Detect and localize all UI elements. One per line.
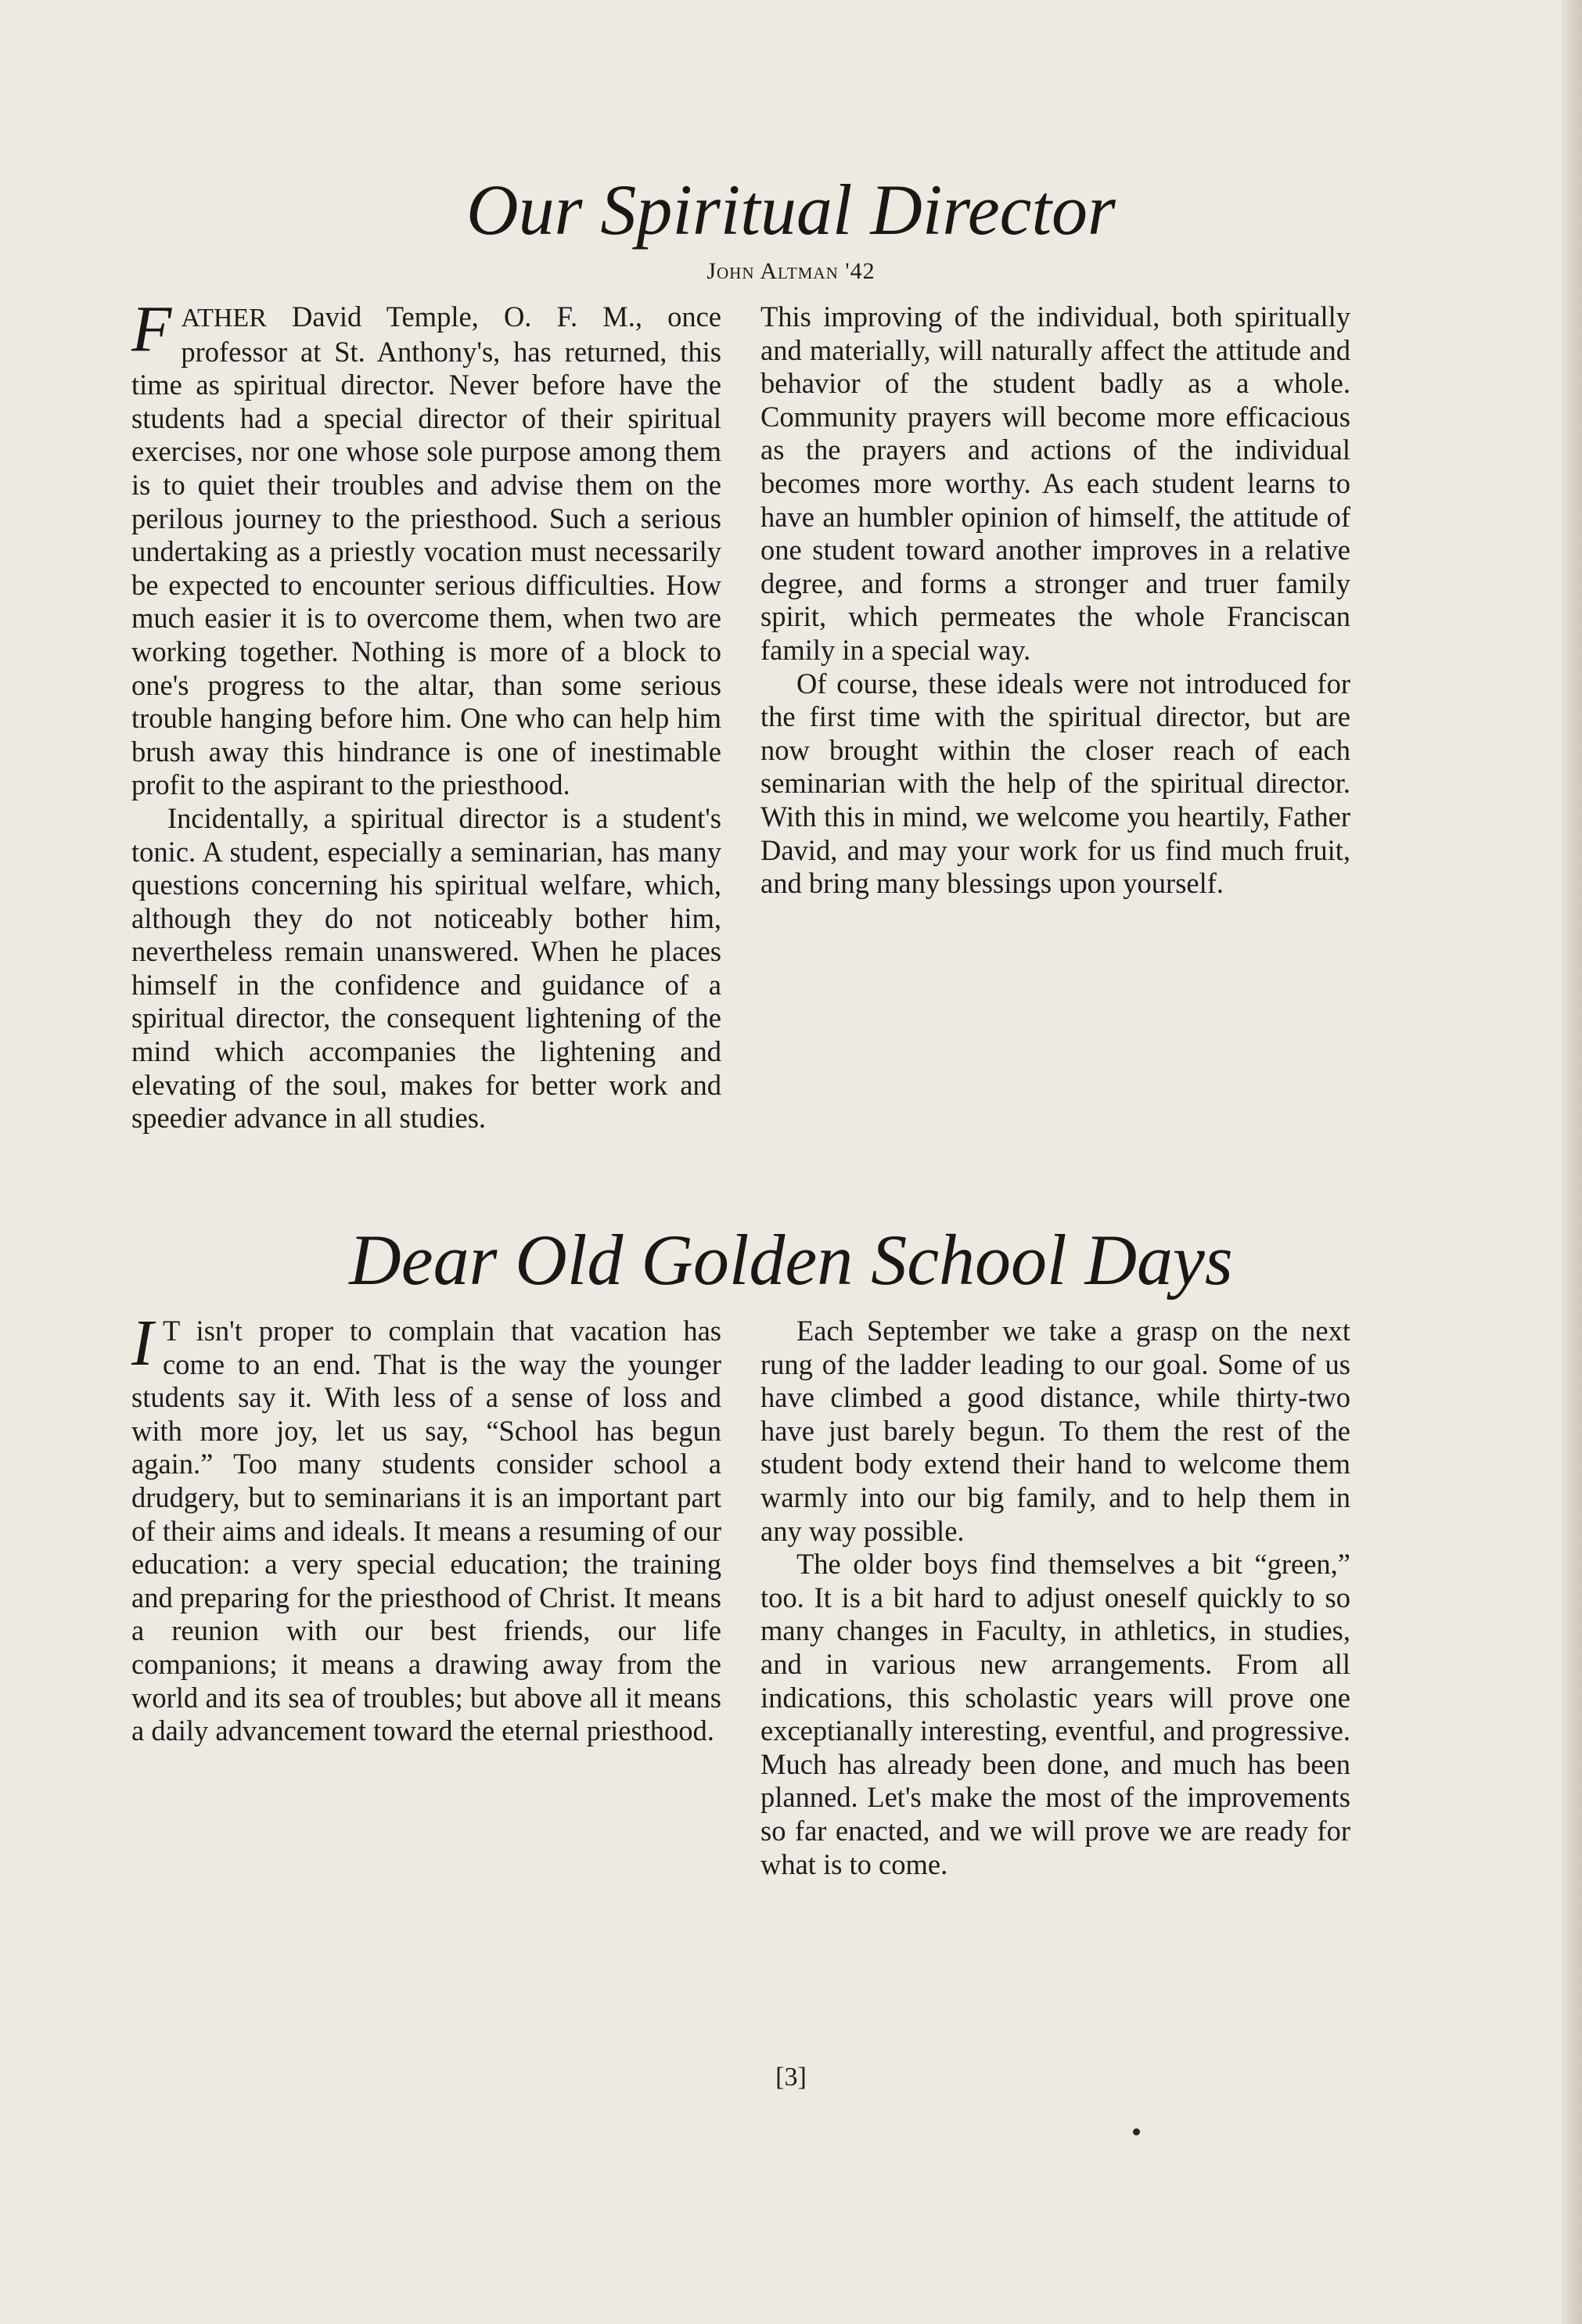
- article1-column-left: [131, 293, 721, 1135]
- article-title-school-days: Dear Old Golden School Days: [349, 1220, 1233, 1300]
- article1-paragraph-1: FATHER David Temple, O. F. M., once professor at St. Anthony's, has returned, this time as spiritual director. Never before have the students had a special director of their spiritual exercises, nor one whose sole purpose among them is to quiet their troubles and advise them on the perilous journey to the priesthood. Such a serious undertaking as a priestly vocation must necessarily be expected to encounter serious difficulties. How much easier it is to overcome them, when two are working together. Nothing is more of a block to one's progress to the altar, than some serious trouble hanging before him. One who can help him brush away this hindrance is one of inestimable profit to the aspirant to the priesthood.: [131, 293, 721, 801]
- article2-paragraph-2: Each September we take a grasp on the next rung of the ladder leading to our goal. Some of us have climbed a good distance, while thirty-two have just barely begun. To them the rest of the student body extend their hand to welcome them warmly into our big family, and to help them in any way possible.: [760, 1315, 1350, 1547]
- article2-paragraph-3: The older boys find themselves a bit “green,” too. It is a bit hard to adjust oneself quickly to so many changes in Faculty, in athletics, in studies, and in various new arrangements. From all indications, this scholastic years will prove one exceptianally interesting, eventful, and progressive. Much has already been done, and much has been planned. Let's make the most of the improvements so far enacted, and we will prove we are ready for what is to come.: [760, 1548, 1350, 1880]
- page-number: [3]: [775, 2063, 807, 2092]
- page-edge: [1562, 0, 1582, 2324]
- dropcap-i: I: [131, 1307, 153, 1380]
- article2-paragraph-1: I T isn't proper to complain that vacation has come to an end. That is the way the younger students say it. With less of a sense of loss and with more joy, let us say, “School has begun again.” Too many students consider school a drudgery, but to seminarians it is an important part of their aims and ideals. It means a resuming of our education: a very special education; the training and preparing for the priesthood of Christ. It means a reunion with our best friends, our life companions; it means a drawing away from the world and its sea of troubles; but above all it means a daily advancement toward the eternal priesthood.: [131, 1307, 721, 1747]
- article-title-spiritual-director: Our Spiritual Director: [466, 170, 1116, 250]
- article2-column-right: [760, 1315, 1350, 1881]
- dropcap-f: F: [131, 293, 172, 365]
- article1-paragraph-2: Incidentally, a spiritual director is a student's tonic. A student, especially a seminarian, has many questions concerning his spiritual welfare, which, although they do not noticeably bother him, nevertheless remain unanswered. When he places himself in the confidence and guidance of a spiritual director, the consequent lightening of the mind which accompanies the lightening and elevating of the soul, makes for better work and speedier advance in all studies.: [131, 801, 721, 1135]
- lead-word: ATHER: [181, 304, 267, 333]
- article1-paragraph-4: Of course, these ideals were not introduced for the first time with the spiritual director, but are now brought within the closer reach of each seminarian with the help of the spiritual director. With this in mind, we welcome you heartily, Father David, and may your work for us find much fruit, and bring many blessings upon yourself.: [760, 667, 1350, 900]
- article2-column-left: [131, 1307, 721, 1748]
- article-byline: John Altman '42: [707, 258, 875, 284]
- article1-column-right: [760, 300, 1350, 901]
- ink-speck: [1133, 2128, 1140, 2135]
- article1-paragraph-3: This improving of the individual, both spiritually and materially, will naturally affect the attitude and behavior of the student badly as a whole. Community prayers will become more efficacious as the prayers and actions of the individual becomes more worthy. As each student learns to have an humbler opinion of himself, the attitude of one student toward another improves in a relative degree, and forms a stronger and truer family spirit, which permeates the whole Franciscan family in a special way.: [760, 300, 1350, 666]
